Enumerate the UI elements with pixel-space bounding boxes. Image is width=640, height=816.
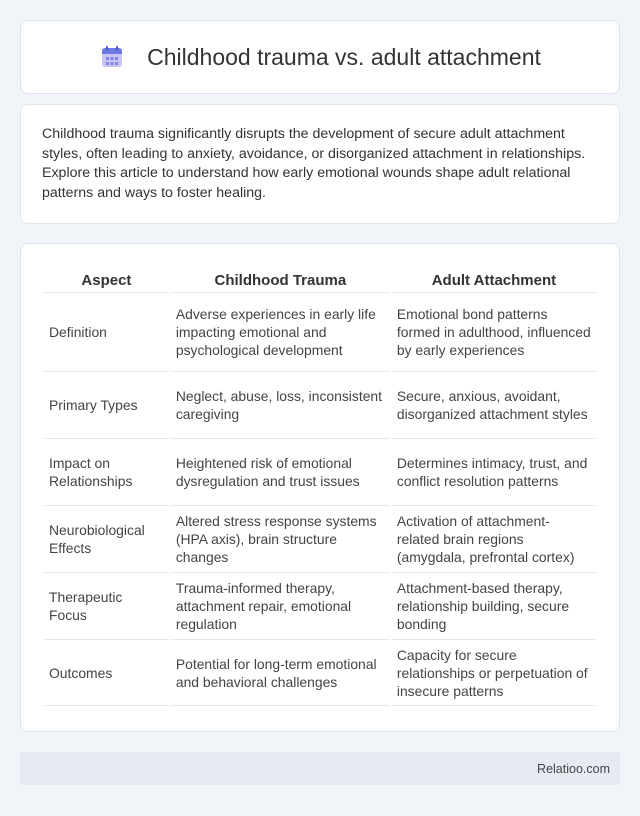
row-adult-attachment: Attachment-based therapy, relationship building, secure bonding xyxy=(392,573,596,640)
table-row xyxy=(44,293,596,372)
comparison-card xyxy=(20,243,620,732)
row-adult-attachment: Activation of attachment-related brain regions (amygdala, prefrontal cortex) xyxy=(392,506,596,573)
intro-text: Childhood trauma significantly disrupts the development of secure adult attachment styles, often leading to anxiety, avoidance, or disorganized attachment in relationships. Explore this article to understand how early emotional wounds shape adult relational patterns and ways to foster healing. xyxy=(42,126,586,201)
header-aspect: Aspect xyxy=(44,264,169,293)
row-aspect: Outcomes xyxy=(44,640,169,706)
row-aspect: Impact on Relationships xyxy=(44,439,169,506)
row-childhood-trauma: Altered stress response systems (HPA axis), brain structure changes xyxy=(171,506,390,573)
row-adult-attachment: Determines intimacy, trust, and conflict resolution patterns xyxy=(392,439,596,506)
footer-brand[interactable]: Relatioo.com xyxy=(537,761,610,776)
table-row xyxy=(44,372,596,439)
comparison-table xyxy=(42,264,598,706)
row-childhood-trauma: Trauma-informed therapy, attachment repair, emotional regulation xyxy=(171,573,390,640)
table-row xyxy=(44,439,596,506)
table-row xyxy=(44,573,596,640)
header-adult-attachment: Adult Attachment xyxy=(392,264,596,293)
title-card xyxy=(20,20,620,94)
row-aspect: Neurobiological Effects xyxy=(44,506,169,573)
row-adult-attachment: Secure, anxious, avoidant, disorganized attachment styles xyxy=(392,372,596,439)
row-childhood-trauma: Neglect, abuse, loss, inconsistent caregiving xyxy=(171,372,390,439)
footer xyxy=(20,752,620,785)
row-aspect: Therapeutic Focus xyxy=(44,573,169,640)
intro-card xyxy=(20,104,620,224)
row-childhood-trauma: Heightened risk of emotional dysregulation and trust issues xyxy=(171,439,390,506)
table-row xyxy=(44,640,596,706)
table-header-row xyxy=(44,264,596,293)
row-childhood-trauma: Potential for long-term emotional and behavioral challenges xyxy=(171,640,390,706)
row-childhood-trauma: Adverse experiences in early life impacting emotional and psychological development xyxy=(171,293,390,372)
row-aspect: Primary Types xyxy=(44,372,169,439)
row-adult-attachment: Capacity for secure relationships or perpetuation of insecure patterns xyxy=(392,640,596,706)
header-childhood-trauma: Childhood Trauma xyxy=(171,264,390,293)
table-row xyxy=(44,506,596,573)
calendar-icon xyxy=(99,44,125,70)
page-title: Childhood trauma vs. adult attachment xyxy=(147,43,541,70)
row-aspect: Definition xyxy=(44,293,169,372)
row-adult-attachment: Emotional bond patterns formed in adulthood, influenced by early experiences xyxy=(392,293,596,372)
